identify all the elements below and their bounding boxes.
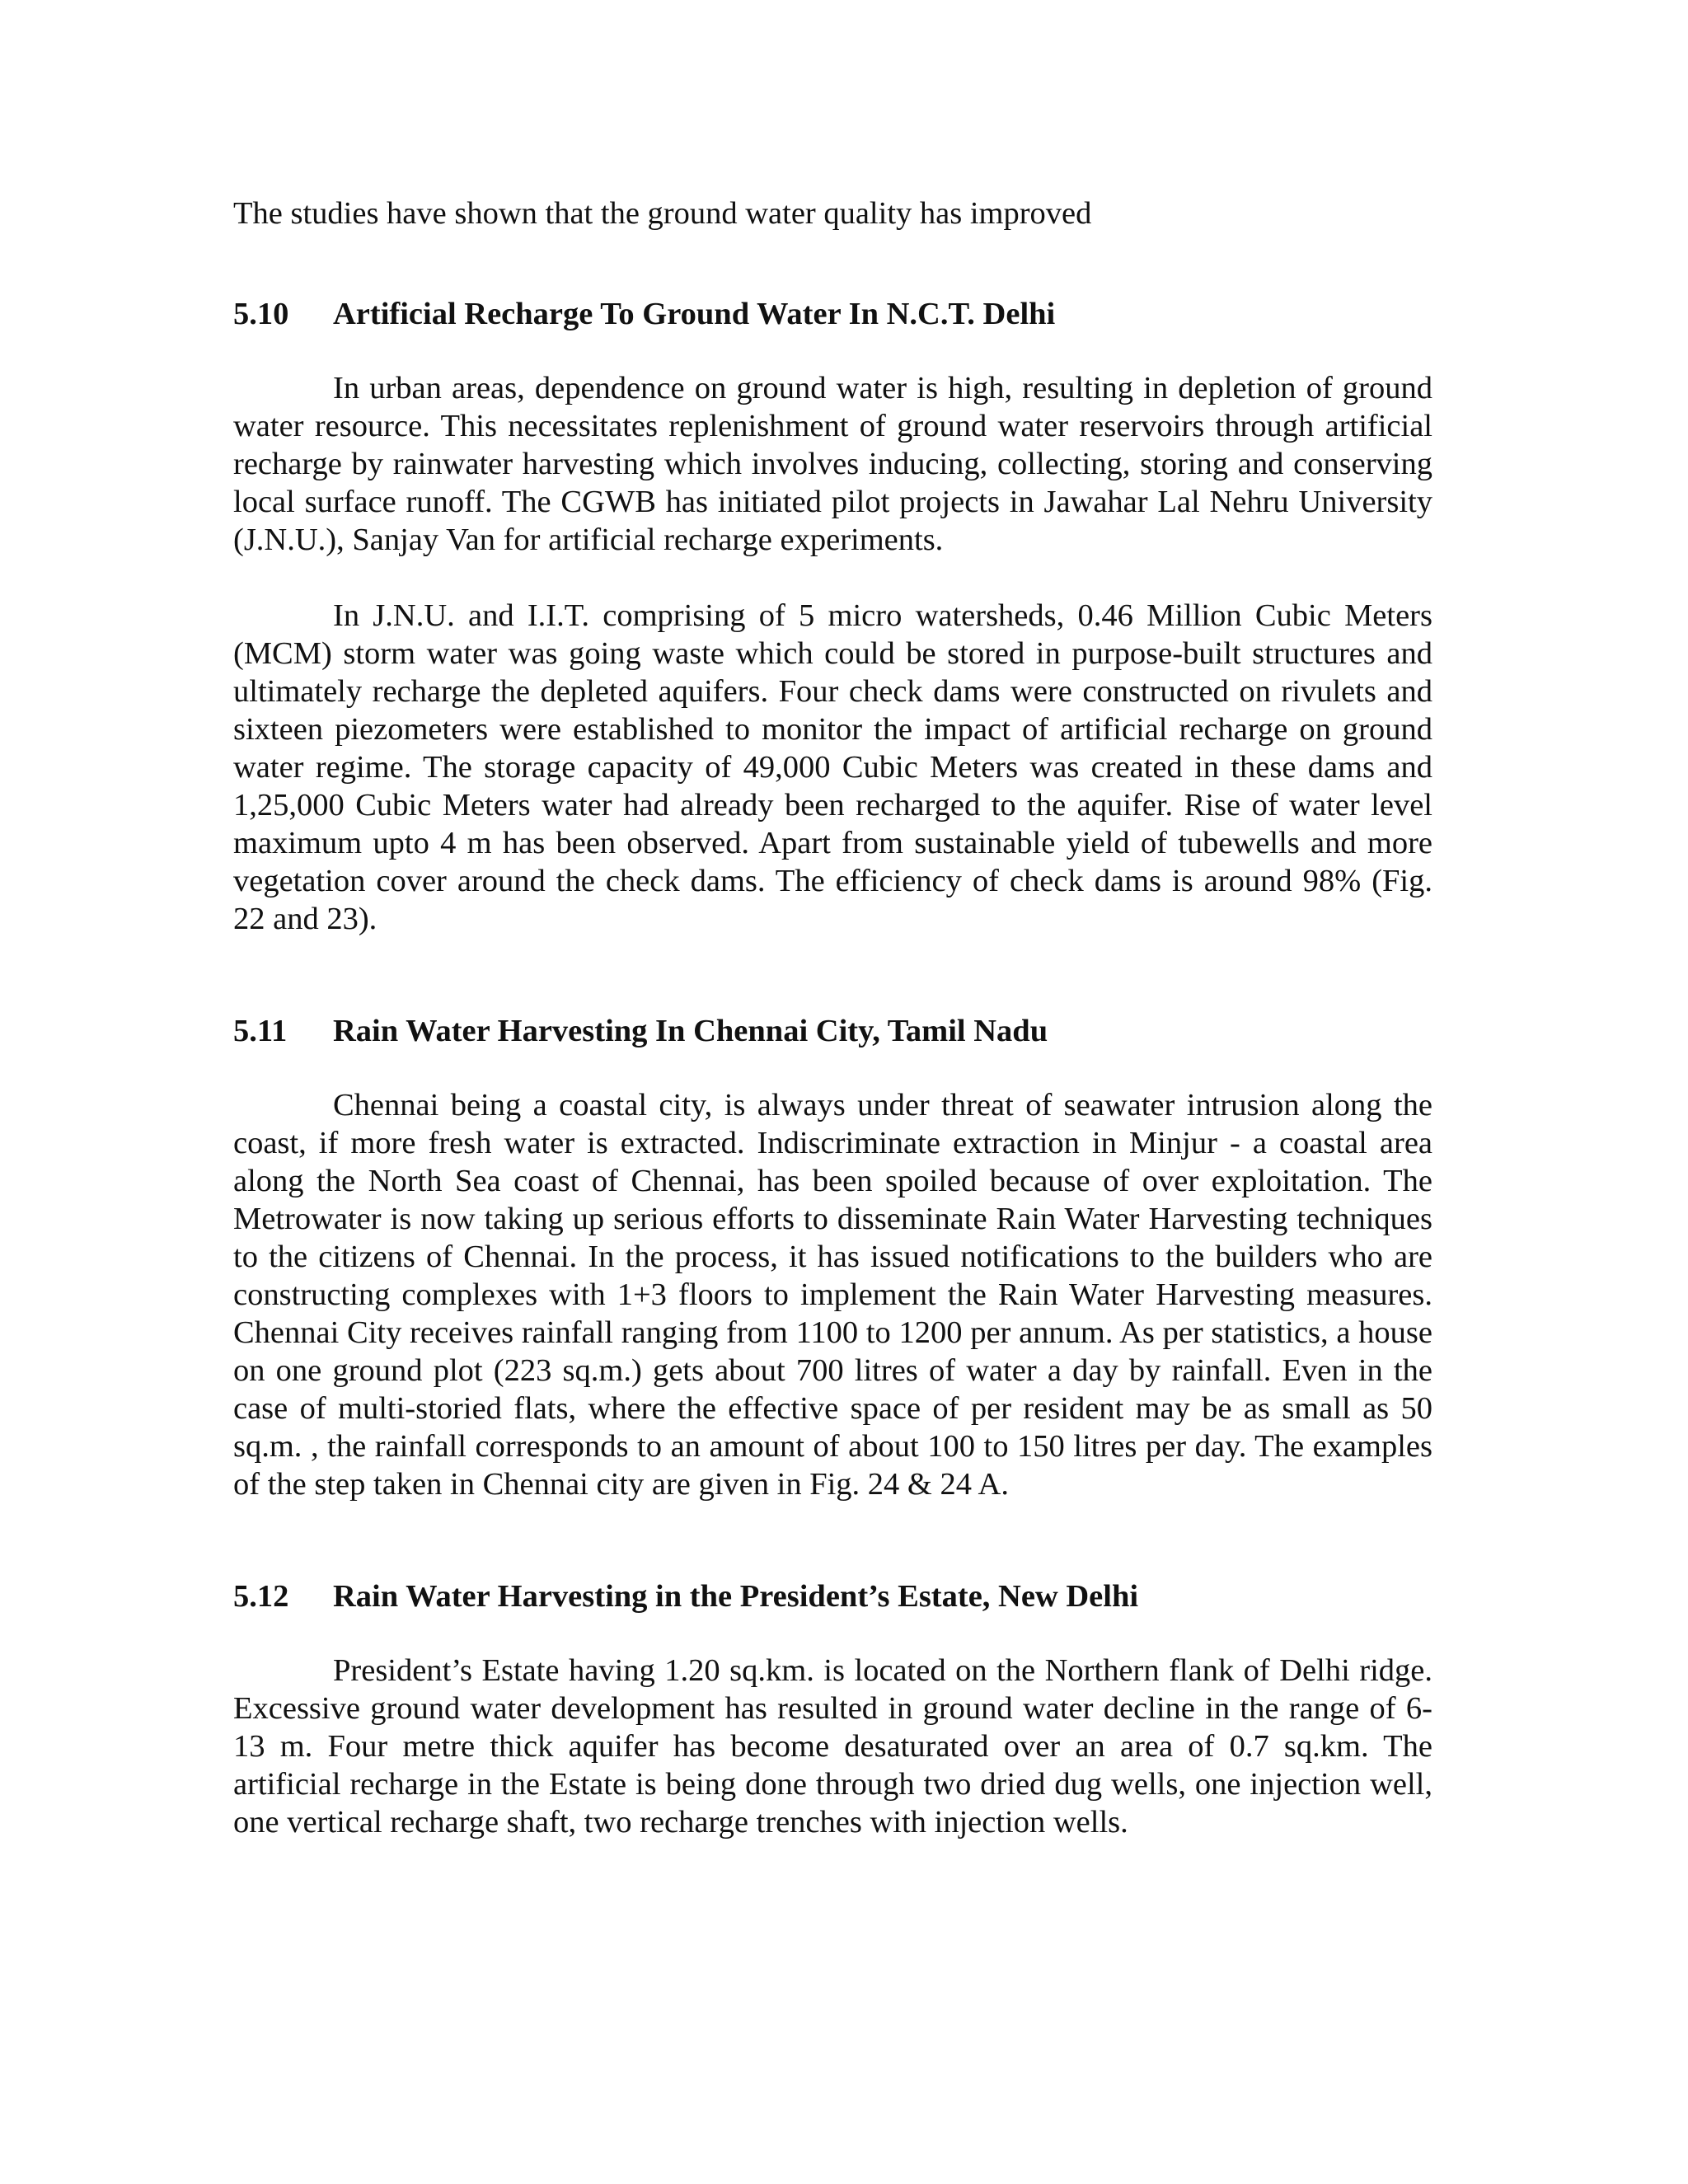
section-title: Artificial Recharge To Ground Water In N.C.T. Delhi: [333, 297, 1056, 331]
paragraph: In urban areas, dependence on ground water is high, resulting in depletion of ground water resource. This necessitates replenishment of ground water reservoirs through artificial recharge by rainwater harvesting which involves inducing, collecting, storing and conserving local surface runoff. The CGWB has initiated pilot projects in Jawahar Lal Nehru University (J.N.U.), Sanjay Van for artificial recharge experiments.: [233, 371, 1432, 557]
section-number: 5.10: [233, 297, 289, 331]
section-heading: [233, 1577, 1432, 1615]
section-title: Rain Water Harvesting in the President’s Estate, New Delhi: [333, 1579, 1139, 1614]
paragraph: President’s Estate having 1.20 sq.km. is located on the Northern flank of Delhi ridge. Excessive ground water development has resulted in ground water decline in the range of 6-13 m. Four metre thick aquifer has become desaturated over an area of 0.7 sq.km. The artificial recharge in the Estate is being done through two dried dug wells, one injection well, one vertical recharge shaft, two recharge trenches with injection wells.: [233, 1653, 1432, 1840]
paragraph: In J.N.U. and I.I.T. comprising of 5 micro watersheds, 0.46 Million Cubic Meters (MCM) storm water was going waste which could be stored in purpose-built structures and ultimately recharge the depleted aquifers. Four check dams were constructed on rivulets and sixteen piezometers were established to monitor the impact of artificial recharge on ground water regime. The storage capacity of 49,000 Cubic Meters was created in these dams and 1,25,000 Cubic Meters water had already been recharged to the aquifer. Rise of water level maximum upto 4 m has been observed. Apart from sustainable yield of tubewells and more vegetation cover around the check dams. The efficiency of check dams is around 98% (Fig. 22 and 23).: [233, 598, 1432, 936]
section-5-10: [233, 295, 1432, 938]
section-title: Rain Water Harvesting In Chennai City, Tamil Nadu: [333, 1014, 1048, 1048]
section-5-11: [233, 1012, 1432, 1503]
paragraph: Chennai being a coastal city, is always under threat of seawater intrusion along the coast, if more fresh water is extracted. Indiscriminate extraction in Minjur - a coastal area along the North Sea coast of Chennai, has been spoiled because of over exploitation. The Metrowater is now taking up serious efforts to disseminate Rain Water Harvesting techniques to the citizens of Chennai. In the process, it has issued notifications to the builders who are constructing complexes with 1+3 floors to implement the Rain Water Harvesting measures. Chennai City receives rainfall ranging from 1100 to 1200 per annum. As per statistics, a house on one ground plot (223 sq.m.) gets about 700 litres of water a day by rainfall. Even in the case of multi-storied flats, where the effective space of per resident may be as small as 50 sq.m. , the rainfall corresponds to an amount of about 100 to 150 litres per day. The examples of the step taken in Chennai city are given in Fig. 24 & 24 A.: [233, 1088, 1432, 1502]
section-5-12: [233, 1577, 1432, 1841]
section-number: 5.11: [233, 1014, 288, 1048]
intro-line: The studies have shown that the ground water quality has improved: [233, 196, 1092, 231]
section-heading: [233, 1012, 1432, 1050]
section-number: 5.12: [233, 1579, 289, 1614]
section-heading: [233, 295, 1432, 333]
document-page: [233, 194, 1432, 1841]
